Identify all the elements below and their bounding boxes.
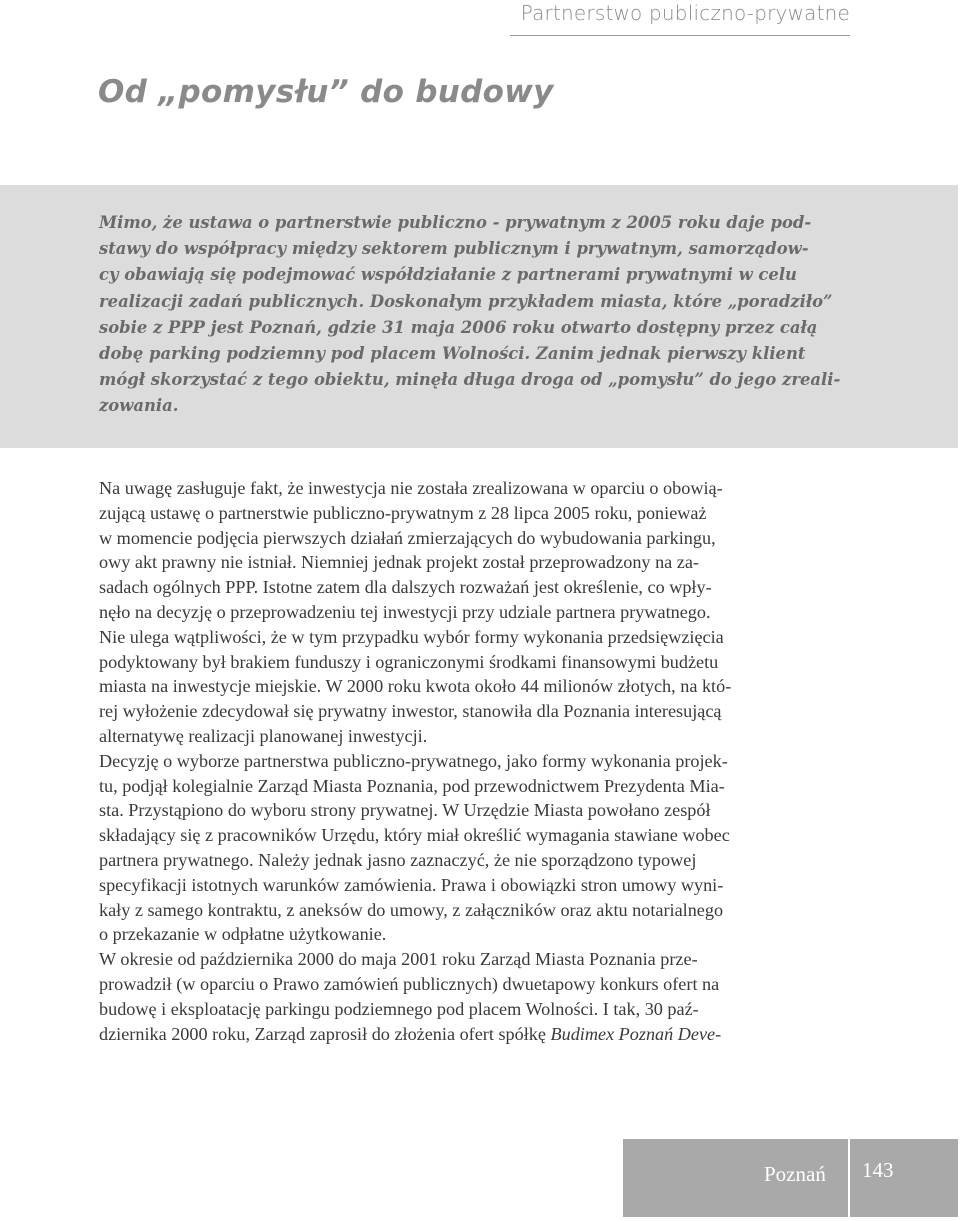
body-line-text: dziernika 2000 roku, Zarząd zaprosił do złożenia ofert spółkę (99, 1023, 551, 1044)
body-line: W okresie od października 2000 do maja 2001 roku Zarząd Miasta Poznania prze- (99, 949, 698, 970)
body-line: tu, podjął kolegialnie Zarząd Miasta Poznania, pod przewodnictwem Prezydenta Mia- (99, 775, 725, 796)
body-line: specyfikacji istotnych warunków zamówienia. Prawa i obowiązki stron umowy wyni- (99, 874, 724, 895)
body-line: nęło na decyzję o przeprowadzeniu tej inwestycji przy udziale partnera prywatnego. (99, 601, 711, 622)
lead-line: dobę parking podziemny pod placem Wolności. Zanim jednak pierwszy klient (99, 344, 806, 364)
body-line: alternatywę realizacji planowanej inwestycji. (99, 725, 428, 746)
body-line: kały z samego kontraktu, z aneksów do umowy, z załączników oraz aktu notarialnego (99, 899, 724, 920)
body-line: zującą ustawę o partnerstwie publiczno-prywatnym z 28 lipca 2005 roku, ponieważ (99, 502, 707, 523)
company-name: Budimex Poznań Deve- (550, 1023, 722, 1044)
lead-line: stawy do współpracy między sektorem publicznym i prywatnym, samorządow- (99, 239, 809, 259)
body-line: o przekazanie w odpłatne użytkowanie. (99, 924, 387, 945)
lead-line: mógł skorzystać z tego obiektu, minęła długa droga od „pomysłu” do jego zreali- (99, 370, 841, 390)
body-line: budowę i eksploatację parkingu podziemnego pod placem Wolności. I tak, 30 paź- (99, 998, 699, 1019)
body-line: rej wyłożenie zdecydował się prywatny inwestor, stanowiła dla Poznania interesującą (99, 701, 722, 722)
body-line: sadach ogólnych PPP. Istotne zatem dla dalszych rozważań jest określenie, co wpły- (99, 577, 712, 598)
body-text (99, 476, 859, 1046)
article-title: Od „pomysłu” do budowy (98, 74, 554, 110)
body-line: podyktowany był brakiem funduszy i ograniczonymi środkami finansowymi budżetu (99, 651, 719, 672)
body-line: owy akt prawny nie istniał. Niemniej jednak projekt został przeprowadzony na za- (99, 552, 699, 573)
body-line: Decyzję o wyborze partnerstwa publiczno-prywatnego, jako formy wykonania projek- (99, 750, 728, 771)
lead-line: cy obawiają się podejmować współdziałanie z partnerami prywatnymi w celu (99, 265, 797, 285)
lead-line: realizacji zadań publicznych. Doskonałym przykładem miasta, które „poradziło” (99, 291, 833, 311)
body-line: partnera prywatnego. Należy jednak jasno zaznaczyć, że nie sporządzono typowej (99, 849, 697, 870)
lead-line: zowania. (99, 396, 179, 416)
body-line: Na uwagę zasługuje fakt, że inwestycja nie została zrealizowana w oparciu o obowią- (99, 478, 723, 498)
lead-line: sobie z PPP jest Poznań, gdzie 31 maja 2006 roku otwarto dostępny przez całą (99, 317, 818, 337)
body-line: sta. Przystąpiono do wyboru strony prywatnej. W Urzędzie Miasta powołano zespół (99, 800, 711, 821)
body-line: prowadził (w oparciu o Prawo zamówień publicznych) dwuetapowy konkurs ofert na (99, 973, 720, 994)
running-head: Partnerstwo publiczno-prywatne (510, 0, 850, 36)
lead-paragraph (99, 210, 859, 420)
body-line: w momencie podjęcia pierwszych działań zmierzających do wybudowania parkingu, (99, 527, 716, 548)
body-line: miasta na inwestycje miejskie. W 2000 roku kwota około 44 milionów złotych, na któ- (99, 676, 732, 697)
footer-divider (848, 1139, 850, 1217)
body-line: Nie ulega wątpliwości, że w tym przypadku wybór formy wykonania przedsięwzięcia (99, 626, 724, 647)
body-line: składający się z pracowników Urzędu, który miał określić wymagania stawiane wobec (99, 825, 730, 846)
body-line (99, 1022, 859, 1047)
page-number: 143 (862, 1158, 894, 1182)
lead-line: Mimo, że ustawa o partnerstwie publiczno - prywatnym z 2005 roku daje pod- (99, 213, 812, 232)
footer-city: Poznań (764, 1162, 826, 1186)
